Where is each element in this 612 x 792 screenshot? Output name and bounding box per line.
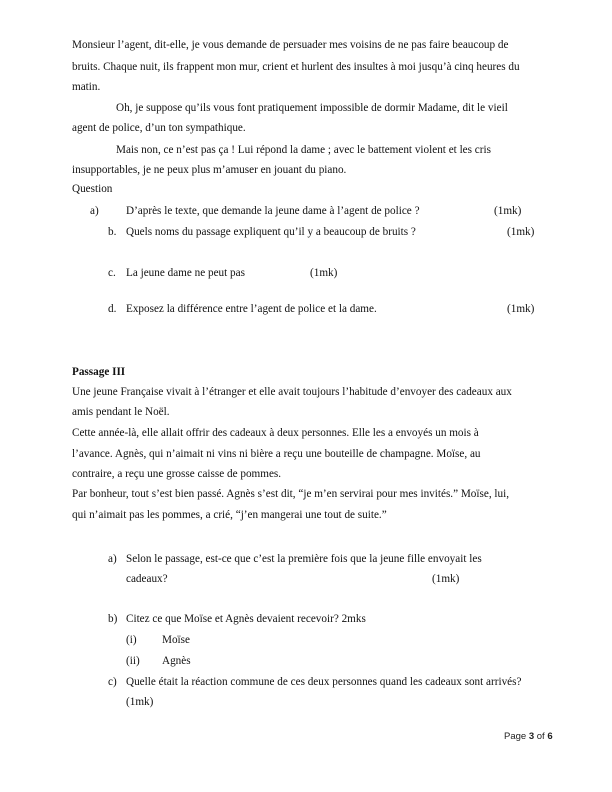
question-label: a) [108,553,117,565]
question-marks: (1mk) [494,205,522,217]
question-text: Selon le passage, est-ce que c’est la première fois que la jeune fille envoyait les [126,553,482,565]
question-text: La jeune dame ne peut pas [126,267,245,279]
page-total: 6 [547,731,553,742]
question-label: b. [108,226,117,238]
paragraph-line: Par bonheur, tout s’est bien passé. Agnès s’est dit, “je m’en servirai pour mes invités.” Moïse, lui, [72,488,510,500]
paragraph-line: contraire, a reçu une grosse caisse de pommes. [72,468,282,480]
question-text: Exposez la différence entre l’agent de police et la dame. [126,303,377,315]
page-prefix: Page [504,731,529,742]
question-label: b) [108,613,118,625]
paragraph-line: bruits. Chaque nuit, ils frappent mon mur, crient et hurlent des insultes à moi jusqu’à cinq heures du [72,61,520,73]
question-text-continued: cadeaux? [126,573,168,585]
question-text: Quels noms du passage expliquent qu’il y a beaucoup de bruits ? [126,226,416,238]
passage-3-title: Passage III [72,366,126,378]
paragraph-line: agent de police, d’un ton sympathique. [72,122,246,134]
question-label: c) [108,676,117,688]
paragraph-line: qui n’aimait pas les pommes, a crié, “j’en mangerai une tout de suite.” [72,509,387,521]
question-marks: (1mk) [310,267,338,279]
question-text: D’après le texte, que demande la jeune dame à l’agent de police ? [126,205,420,217]
question-marks: (1mk) [126,696,154,708]
question-marks: (1mk) [507,303,535,315]
paragraph-line: Une jeune Française vivait à l’étranger et elle avait toujours l’habitude d’envoyer des cadeaux aux [72,386,512,398]
paragraph-line: Oh, je suppose qu’ils vous font pratiquement impossible de dormir Madame, dit le vieil [116,102,508,114]
sub-item-label: (ii) [126,655,140,667]
question-text: Citez ce que Moïse et Agnès devaient recevoir? 2mks [126,613,366,625]
question-label: d. [108,303,117,315]
paragraph-line: matin. [72,81,101,93]
question-marks: (1mk) [432,573,460,585]
sub-item-text: Moïse [162,634,190,646]
question-heading: Question [72,183,113,195]
sub-item-text: Agnès [162,655,191,667]
page-number [504,730,553,744]
question-text: Quelle était la réaction commune de ces deux personnes quand les cadeaux sont arrivés? [126,676,522,688]
paragraph-line: Mais non, ce n’est pas ça ! Lui répond la dame ; avec le battement violent et les cris [116,144,491,156]
paragraph-line: Cette année-là, elle allait offrir des cadeaux à deux personnes. Elle les a envoyés un mois à [72,427,479,439]
page-current: 3 [528,731,535,742]
page-of: of [534,731,548,742]
paragraph-line: insupportables, je ne peux plus m’amuser en jouant du piano. [72,164,347,176]
sub-item-label: (i) [126,634,137,646]
paragraph-line: l’avance. Agnès, qui n’aimait ni vins ni bière a reçu une bouteille de champagne. Moïse, au [72,448,481,460]
paragraph-line: amis pendant le Noël. [72,406,170,418]
question-label: c. [108,267,116,279]
question-marks: (1mk) [507,226,535,238]
question-label: a) [90,205,99,217]
paragraph-line: Monsieur l’agent, dit-elle, je vous demande de persuader mes voisins de ne pas faire beaucoup de [72,39,509,51]
